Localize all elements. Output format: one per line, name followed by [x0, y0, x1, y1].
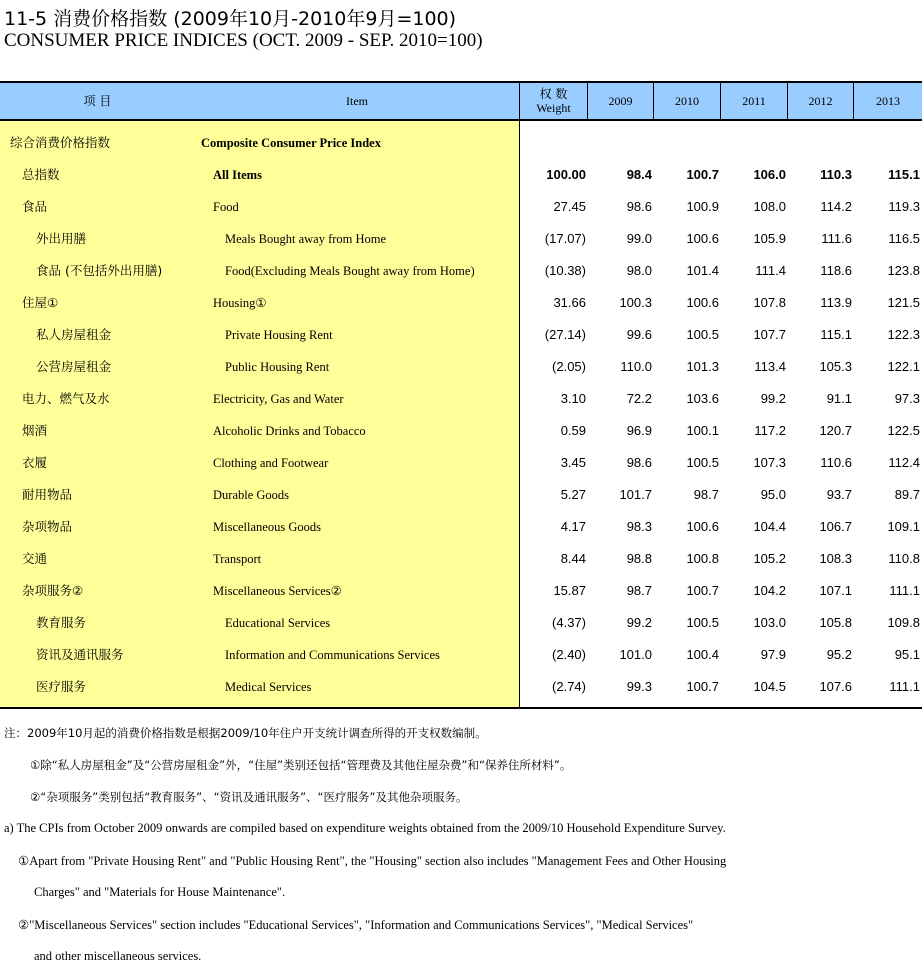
- value-cell-2011: 104.4: [753, 519, 786, 534]
- value-cell-2013: 122.3: [887, 327, 920, 342]
- value-cell-2012: 105.8: [819, 615, 852, 630]
- weight-cell: 3.45: [560, 455, 586, 470]
- value-cell-2011: 108.0: [753, 199, 786, 214]
- value-cell-2010: 100.8: [686, 551, 719, 566]
- value-cell-2012: 113.9: [820, 295, 852, 310]
- row-label-chinese: 资讯及通讯服务: [36, 647, 124, 662]
- page-title-english: CONSUMER PRICE INDICES (OCT. 2009 - SEP. 2010=100): [4, 30, 483, 51]
- value-cell-2010: 100.4: [686, 647, 719, 662]
- row-label-chinese: 医疗服务: [36, 679, 87, 694]
- value-cell-2012: 114.2: [820, 199, 852, 214]
- section-label-chinese: 综合消费价格指数: [10, 135, 111, 150]
- row-label-chinese: 交通: [22, 551, 48, 566]
- row-label-english: Clothing and Footwear: [213, 456, 329, 470]
- weight-cell: 5.27: [560, 487, 586, 502]
- note-en-4: ②"Miscellaneous Services" section includes "Educational Services", "Information and Communications Services", "Medical Services": [18, 918, 694, 932]
- row-label-chinese: 私人房屋租金: [36, 327, 112, 342]
- value-cell-2013: 112.4: [888, 455, 920, 470]
- value-cell-2012: 111.6: [821, 231, 852, 246]
- value-cell-2009: 99.6: [626, 327, 652, 342]
- value-cell-2013: 111.1: [889, 583, 920, 598]
- value-cell-2010: 98.7: [693, 487, 719, 502]
- value-cell-2012: 120.7: [819, 423, 852, 438]
- value-cell-2010: 103.6: [686, 391, 719, 406]
- table-row: [0, 159, 922, 191]
- value-cell-2010: 100.5: [686, 615, 719, 630]
- page-title-chinese: 11-5 消费价格指数 (2009年10月-2010年9月=100): [4, 8, 457, 30]
- value-cell-2010: 100.7: [686, 583, 719, 598]
- row-label-chinese: 住屋①: [22, 295, 59, 310]
- value-cell-2009: 98.8: [626, 551, 652, 566]
- row-label-chinese: 电力、燃气及水: [22, 391, 110, 406]
- header-year-2013: 2013: [876, 94, 900, 108]
- table-row: [0, 543, 922, 575]
- value-cell-2010: 100.7: [686, 679, 719, 694]
- value-cell-2010: 100.6: [686, 295, 719, 310]
- value-cell-2013: 119.3: [888, 199, 920, 214]
- value-cell-2011: 95.0: [760, 487, 786, 502]
- value-cell-2012: 108.3: [819, 551, 852, 566]
- header-item-english: Item: [346, 94, 368, 108]
- row-label-english: All Items: [213, 168, 262, 182]
- row-label-english: Housing①: [213, 296, 267, 310]
- value-cell-2012: 95.2: [826, 647, 852, 662]
- row-label-chinese: 总指数: [22, 167, 60, 182]
- value-cell-2013: 116.5: [888, 231, 920, 246]
- value-cell-2011: 99.2: [760, 391, 786, 406]
- value-cell-2012: 110.6: [820, 455, 852, 470]
- table-row: [0, 671, 922, 703]
- value-cell-2009: 98.3: [626, 519, 652, 534]
- value-cell-2012: 118.6: [820, 263, 852, 278]
- value-cell-2013: 122.1: [887, 359, 920, 374]
- weight-cell: (10.38): [544, 263, 586, 278]
- header-year-2011: 2011: [742, 94, 766, 108]
- weight-cell: (2.40): [552, 647, 586, 662]
- value-cell-2009: 98.7: [626, 583, 652, 598]
- row-label-chinese: 杂项物品: [22, 519, 73, 534]
- value-cell-2010: 100.5: [686, 327, 719, 342]
- table-row: [0, 575, 922, 607]
- table-row: [0, 415, 922, 447]
- table-row: [0, 255, 922, 287]
- value-cell-2013: 109.1: [887, 519, 920, 534]
- value-cell-2009: 99.0: [626, 231, 652, 246]
- value-cell-2013: 111.1: [889, 679, 920, 694]
- value-cell-2010: 100.5: [686, 455, 719, 470]
- row-label-english: Meals Bought away from Home: [225, 232, 387, 246]
- value-cell-2011: 97.9: [760, 647, 786, 662]
- table-row: [0, 447, 922, 479]
- weight-cell: (27.14): [544, 327, 586, 342]
- value-cell-2009: 101.7: [619, 487, 652, 502]
- value-cell-2009: 101.0: [619, 647, 652, 662]
- value-cell-2009: 99.2: [626, 615, 652, 630]
- value-cell-2013: 123.8: [887, 263, 920, 278]
- value-cell-2010: 100.1: [686, 423, 719, 438]
- value-cell-2011: 106.0: [753, 167, 786, 182]
- table-row: [0, 319, 922, 351]
- row-label-english: Medical Services: [225, 680, 312, 694]
- value-cell-2010: 101.3: [686, 359, 719, 374]
- value-cell-2011: 117.2: [754, 423, 786, 438]
- row-label-english: Alcoholic Drinks and Tobacco: [213, 424, 366, 438]
- table-row: [0, 479, 922, 511]
- value-cell-2009: 98.4: [626, 167, 652, 182]
- value-cell-2012: 110.3: [820, 167, 852, 182]
- note-zh-1: 注：2009年10月起的消费价格指数是根据2009/10年住户开支统计调查所得的开支权数编制。: [4, 726, 487, 740]
- value-cell-2012: 107.6: [819, 679, 852, 694]
- header-year-2009: 2009: [608, 94, 633, 108]
- value-cell-2012: 106.7: [819, 519, 852, 534]
- weight-cell: 31.66: [553, 295, 586, 310]
- value-cell-2012: 93.7: [826, 487, 852, 502]
- header-year-2010: 2010: [675, 94, 699, 108]
- value-cell-2011: 111.4: [755, 263, 786, 278]
- value-cell-2013: 115.1: [888, 167, 920, 182]
- note-en-3: Charges" and "Materials for House Maintenance".: [34, 885, 286, 899]
- row-label-chinese: 食品: [22, 199, 48, 214]
- value-cell-2011: 113.4: [754, 359, 786, 374]
- row-label-chinese: 教育服务: [36, 615, 87, 630]
- note-zh-3: ②“杂项服务”类别包括“教育服务”、“资讯及通讯服务”、“医疗服务”及其他杂项服务。: [30, 790, 468, 804]
- value-cell-2012: 91.1: [826, 391, 852, 406]
- value-cell-2011: 103.0: [753, 615, 786, 630]
- table-row: [0, 191, 922, 223]
- value-cell-2011: 105.9: [753, 231, 786, 246]
- weight-cell: 15.87: [553, 583, 586, 598]
- note-zh-2: ①除“私人房屋租金”及“公营房屋租金”外，“住屋”类别还包括“管理费及其他住屋杂费”和“保养住所材料”。: [30, 758, 572, 772]
- weight-cell: 3.10: [560, 391, 586, 406]
- value-cell-2013: 95.1: [894, 647, 920, 662]
- table-row: [0, 639, 922, 671]
- row-label-english: Food: [213, 200, 239, 214]
- header-item-chinese: 项 目: [83, 94, 112, 108]
- row-label-chinese: 食品 (不包括外出用膳): [36, 263, 163, 278]
- value-cell-2013: 122.5: [887, 423, 920, 438]
- value-cell-2013: 110.8: [888, 551, 920, 566]
- row-label-chinese: 烟酒: [22, 423, 48, 438]
- row-label-english: Electricity, Gas and Water: [213, 392, 344, 406]
- value-cell-2009: 98.6: [626, 455, 652, 470]
- table-header: [0, 81, 922, 121]
- weight-cell: 27.45: [553, 199, 586, 214]
- table-bottom-border: [0, 707, 922, 709]
- value-cell-2010: 100.9: [686, 199, 719, 214]
- weight-cell: (4.37): [552, 615, 586, 630]
- weight-cell: (2.74): [552, 679, 586, 694]
- value-cell-2009: 110.0: [620, 359, 652, 374]
- header-year-2012: 2012: [808, 94, 833, 108]
- row-label-chinese: 衣履: [22, 455, 48, 470]
- row-label-english: Information and Communications Services: [225, 648, 440, 662]
- value-cell-2011: 107.7: [753, 327, 786, 342]
- value-cell-2012: 115.1: [820, 327, 852, 342]
- value-cell-2011: 105.2: [753, 551, 786, 566]
- value-cell-2009: 98.6: [626, 199, 652, 214]
- row-label-english: Miscellaneous Services②: [213, 584, 342, 598]
- weight-cell: 100.00: [546, 167, 586, 182]
- row-label-english: Public Housing Rent: [225, 360, 330, 374]
- value-cell-2011: 107.8: [753, 295, 786, 310]
- row-label-chinese: 公营房屋租金: [36, 359, 112, 374]
- value-cell-2011: 104.5: [753, 679, 786, 694]
- row-label-english: Educational Services: [225, 616, 331, 630]
- weight-cell: (17.07): [544, 231, 586, 246]
- value-cell-2013: 97.3: [894, 391, 920, 406]
- value-cell-2010: 100.6: [686, 519, 719, 534]
- row-label-english: Food(Excluding Meals Bought away from Home): [225, 264, 475, 278]
- table-row: [0, 511, 922, 543]
- table-row: [0, 351, 922, 383]
- weight-cell: 4.17: [560, 519, 586, 534]
- weight-cell: 8.44: [560, 551, 586, 566]
- value-cell-2010: 100.7: [686, 167, 719, 182]
- value-cell-2013: 109.8: [887, 615, 920, 630]
- weight-cell: (2.05): [552, 359, 586, 374]
- section-row: [0, 127, 922, 159]
- value-cell-2009: 99.3: [626, 679, 652, 694]
- row-label-english: Durable Goods: [213, 488, 290, 502]
- table-row: [0, 607, 922, 639]
- value-cell-2011: 104.2: [753, 583, 786, 598]
- value-cell-2010: 100.6: [686, 231, 719, 246]
- note-en-2: ①Apart from "Private Housing Rent" and "Public Housing Rent", the "Housing" section also includes "Management Fees and Other Housing: [18, 854, 727, 868]
- row-label-english: Miscellaneous Goods: [213, 520, 321, 534]
- value-cell-2009: 96.9: [626, 423, 652, 438]
- value-cell-2012: 105.3: [819, 359, 852, 374]
- row-label-english: Private Housing Rent: [225, 328, 333, 342]
- row-label-chinese: 耐用物品: [22, 487, 73, 502]
- value-cell-2012: 107.1: [819, 583, 852, 598]
- value-cell-2009: 72.2: [626, 391, 652, 406]
- value-cell-2011: 107.3: [753, 455, 786, 470]
- value-cell-2009: 100.3: [619, 295, 652, 310]
- value-cell-2013: 121.5: [887, 295, 920, 310]
- table-row: [0, 287, 922, 319]
- row-label-chinese: 外出用膳: [36, 231, 87, 246]
- value-cell-2009: 98.0: [626, 263, 652, 278]
- table-row: [0, 383, 922, 415]
- header-weight: 权 数 Weight: [536, 87, 571, 115]
- note-en-1: a) The CPIs from October 2009 onwards are compiled based on expenditure weights obtained from the 2009/10 Household Expenditure Survey.: [4, 821, 726, 835]
- value-cell-2010: 101.4: [686, 263, 719, 278]
- value-cell-2013: 89.7: [894, 487, 920, 502]
- row-label-english: Transport: [213, 552, 262, 566]
- note-en-5: and other miscellaneous services.: [34, 949, 202, 963]
- row-label-chinese: 杂项服务②: [22, 583, 84, 598]
- section-label-english: Composite Consumer Price Index: [201, 136, 381, 150]
- weight-cell: 0.59: [560, 423, 586, 438]
- table-row: [0, 223, 922, 255]
